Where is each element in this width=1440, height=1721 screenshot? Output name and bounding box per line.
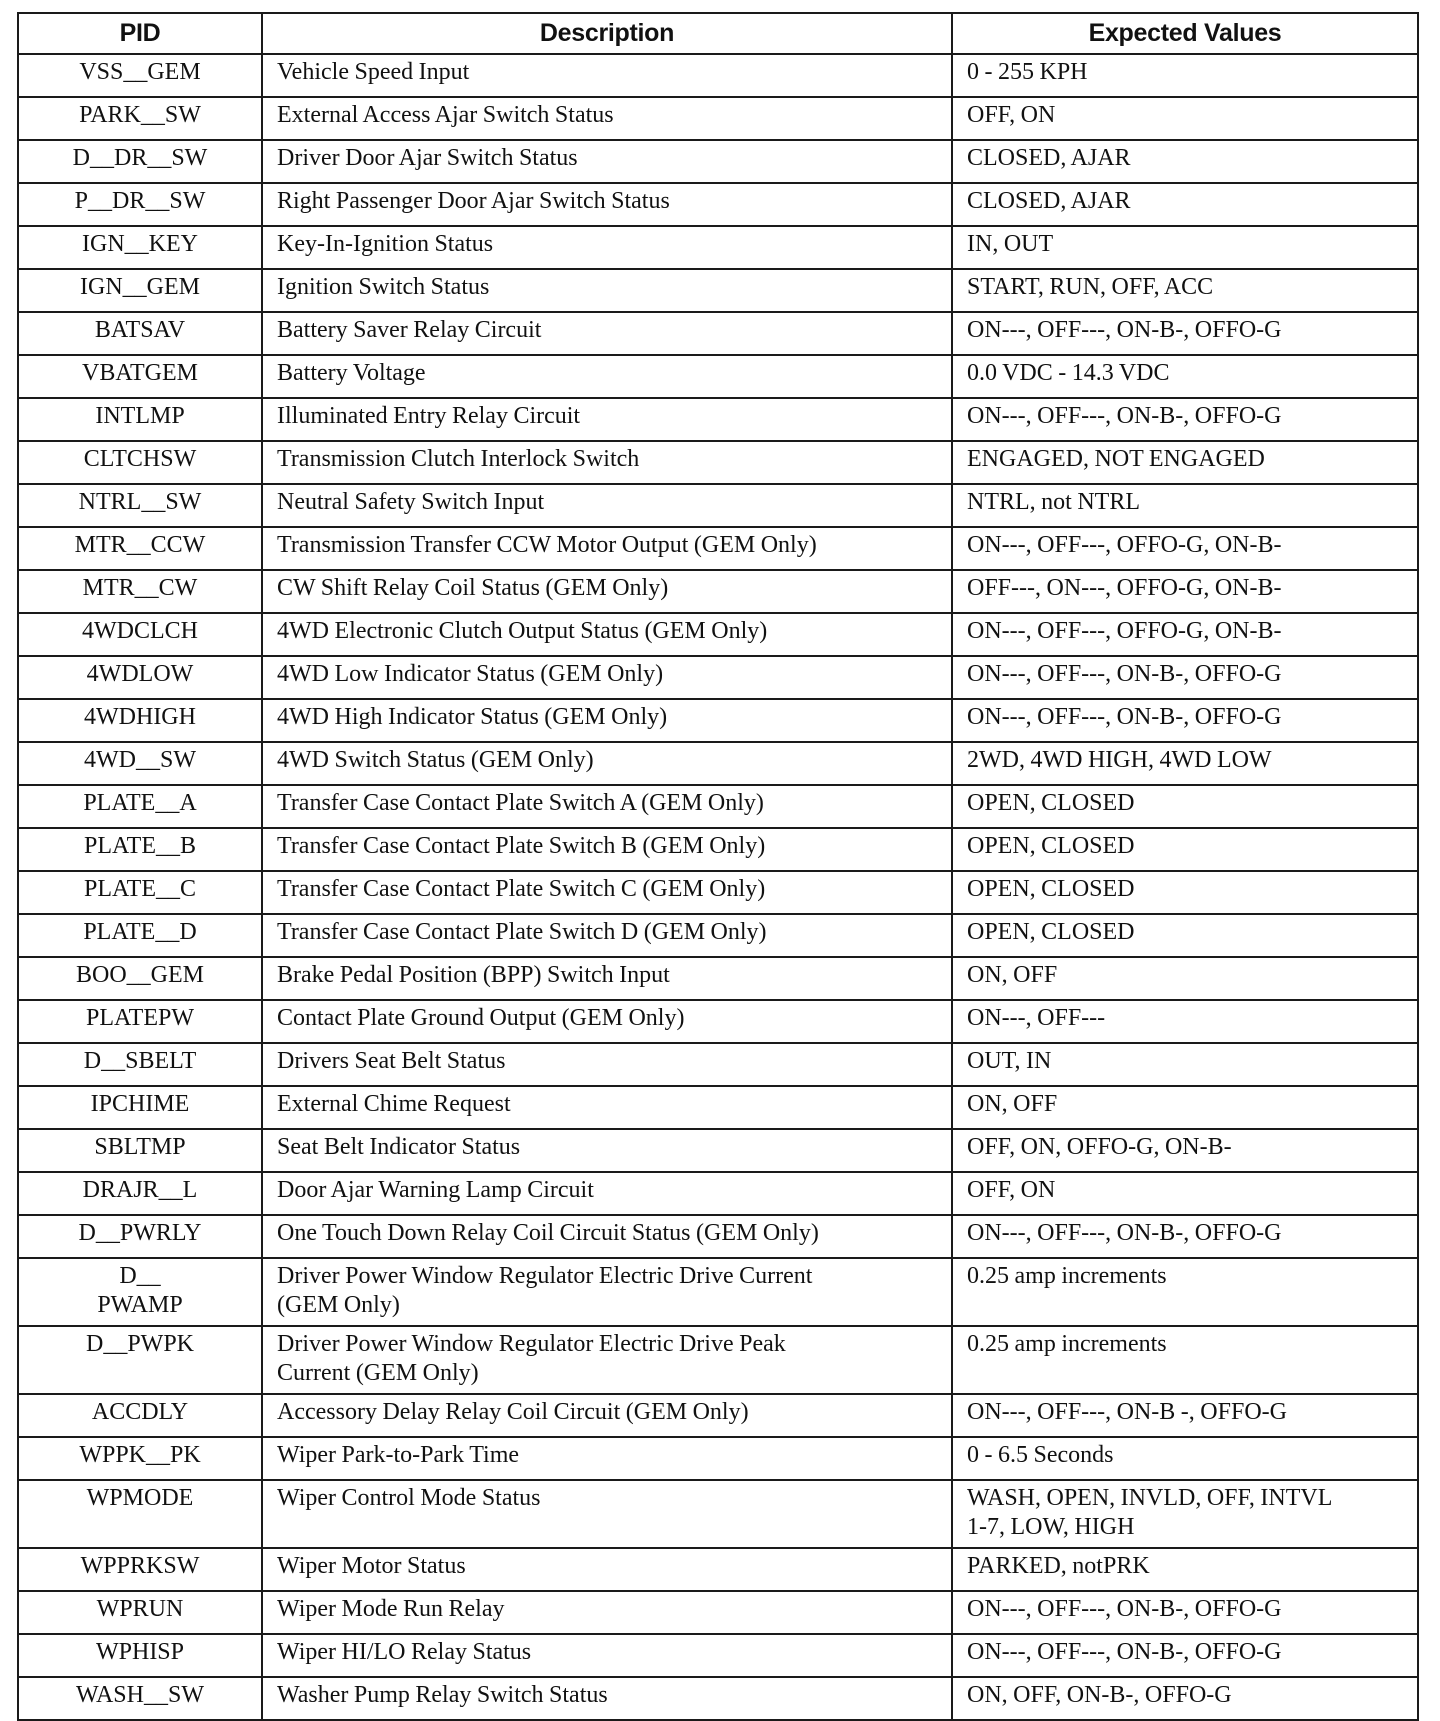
cell-expected-values: ON---, OFF---, OFFO-G, ON-B- (952, 613, 1418, 656)
cell-description: Brake Pedal Position (BPP) Switch Input (262, 957, 952, 1000)
cell-expected-values: OUT, IN (952, 1043, 1418, 1086)
cell-description: CW Shift Relay Coil Status (GEM Only) (262, 570, 952, 613)
cell-pid: PLATE__B (18, 828, 262, 871)
table-row (18, 355, 1418, 398)
cell-expected-values: OPEN, CLOSED (952, 785, 1418, 828)
cell-description: Accessory Delay Relay Coil Circuit (GEM Only) (262, 1394, 952, 1437)
cell-description: Battery Voltage (262, 355, 952, 398)
cell-expected-values: ON---, OFF---, ON-B-, OFFO-G (952, 699, 1418, 742)
cell-pid: IPCHIME (18, 1086, 262, 1129)
cell-description: One Touch Down Relay Coil Circuit Status (GEM Only) (262, 1215, 952, 1258)
cell-description: Right Passenger Door Ajar Switch Status (262, 183, 952, 226)
table-row (18, 484, 1418, 527)
cell-expected-values: IN, OUT (952, 226, 1418, 269)
table-row (18, 656, 1418, 699)
table-row (18, 1591, 1418, 1634)
cell-description: Transfer Case Contact Plate Switch B (GEM Only) (262, 828, 952, 871)
table-row (18, 1634, 1418, 1677)
cell-expected-values: WASH, OPEN, INVLD, OFF, INTVL 1-7, LOW, HIGH (952, 1480, 1418, 1548)
cell-expected-values: ON---, OFF---, ON-B -, OFFO-G (952, 1394, 1418, 1437)
cell-pid: WASH__SW (18, 1677, 262, 1720)
cell-expected-values: ON---, OFF---, ON-B-, OFFO-G (952, 312, 1418, 355)
cell-pid: IGN__KEY (18, 226, 262, 269)
cell-pid: PARK__SW (18, 97, 262, 140)
cell-description: Neutral Safety Switch Input (262, 484, 952, 527)
cell-expected-values: CLOSED, AJAR (952, 140, 1418, 183)
cell-pid: D__DR__SW (18, 140, 262, 183)
cell-pid: NTRL__SW (18, 484, 262, 527)
table-row (18, 54, 1418, 97)
cell-expected-values: ON---, OFF---, ON-B-, OFFO-G (952, 1634, 1418, 1677)
cell-expected-values: OFF, ON (952, 97, 1418, 140)
cell-pid: CLTCHSW (18, 441, 262, 484)
cell-description: 4WD Electronic Clutch Output Status (GEM Only) (262, 613, 952, 656)
cell-expected-values: ON---, OFF---, ON-B-, OFFO-G (952, 1215, 1418, 1258)
table-row (18, 957, 1418, 1000)
cell-expected-values: OPEN, CLOSED (952, 914, 1418, 957)
cell-expected-values: 0 - 6.5 Seconds (952, 1437, 1418, 1480)
table-row (18, 183, 1418, 226)
header-expected-values: Expected Values (952, 13, 1418, 54)
cell-pid: 4WD__SW (18, 742, 262, 785)
cell-pid: SBLTMP (18, 1129, 262, 1172)
cell-description: Wiper Control Mode Status (262, 1480, 952, 1548)
cell-description: Washer Pump Relay Switch Status (262, 1677, 952, 1720)
document-page (17, 12, 1417, 1721)
header-description: Description (262, 13, 952, 54)
table-row (18, 1480, 1418, 1548)
cell-description: Wiper Motor Status (262, 1548, 952, 1591)
table-row (18, 570, 1418, 613)
table-row (18, 527, 1418, 570)
cell-pid: D__PWPK (18, 1326, 262, 1394)
cell-expected-values: ON---, OFF---, OFFO-G, ON-B- (952, 527, 1418, 570)
table-row (18, 312, 1418, 355)
cell-description: Battery Saver Relay Circuit (262, 312, 952, 355)
cell-expected-values: ON---, OFF---, ON-B-, OFFO-G (952, 1591, 1418, 1634)
cell-expected-values: ON---, OFF--- (952, 1000, 1418, 1043)
pid-table (17, 12, 1419, 1721)
table-row (18, 97, 1418, 140)
cell-pid: D__ PWAMP (18, 1258, 262, 1326)
cell-expected-values: CLOSED, AJAR (952, 183, 1418, 226)
table-row (18, 613, 1418, 656)
cell-description: Transmission Transfer CCW Motor Output (GEM Only) (262, 527, 952, 570)
cell-pid: WPPRKSW (18, 1548, 262, 1591)
table-row (18, 1129, 1418, 1172)
table-row (18, 828, 1418, 871)
cell-description: Transfer Case Contact Plate Switch A (GEM Only) (262, 785, 952, 828)
cell-description: Transfer Case Contact Plate Switch C (GEM Only) (262, 871, 952, 914)
cell-expected-values: ON, OFF (952, 1086, 1418, 1129)
cell-pid: 4WDCLCH (18, 613, 262, 656)
cell-pid: D__PWRLY (18, 1215, 262, 1258)
table-row (18, 742, 1418, 785)
cell-expected-values: ON---, OFF---, ON-B-, OFFO-G (952, 398, 1418, 441)
table-row (18, 871, 1418, 914)
cell-expected-values: OPEN, CLOSED (952, 871, 1418, 914)
cell-expected-values: OFF, ON, OFFO-G, ON-B- (952, 1129, 1418, 1172)
cell-description: Driver Power Window Regulator Electric Drive Peak Current (GEM Only) (262, 1326, 952, 1394)
cell-description: Door Ajar Warning Lamp Circuit (262, 1172, 952, 1215)
cell-expected-values: 2WD, 4WD HIGH, 4WD LOW (952, 742, 1418, 785)
table-row (18, 1258, 1418, 1326)
cell-pid: ACCDLY (18, 1394, 262, 1437)
cell-description: Transmission Clutch Interlock Switch (262, 441, 952, 484)
cell-expected-values: PARKED, notPRK (952, 1548, 1418, 1591)
cell-pid: PLATE__D (18, 914, 262, 957)
cell-expected-values: 0 - 255 KPH (952, 54, 1418, 97)
table-row (18, 269, 1418, 312)
cell-pid: INTLMP (18, 398, 262, 441)
table-row (18, 140, 1418, 183)
cell-expected-values: ON---, OFF---, ON-B-, OFFO-G (952, 656, 1418, 699)
cell-pid: IGN__GEM (18, 269, 262, 312)
cell-expected-values: 0.25 amp increments (952, 1326, 1418, 1394)
cell-pid: MTR__CW (18, 570, 262, 613)
cell-pid: D__SBELT (18, 1043, 262, 1086)
cell-expected-values: 0.25 amp increments (952, 1258, 1418, 1326)
table-row (18, 914, 1418, 957)
cell-pid: BOO__GEM (18, 957, 262, 1000)
cell-pid: VBATGEM (18, 355, 262, 398)
table-row (18, 1326, 1418, 1394)
cell-description: Illuminated Entry Relay Circuit (262, 398, 952, 441)
table-row (18, 226, 1418, 269)
table-row (18, 1677, 1418, 1720)
cell-description: Transfer Case Contact Plate Switch D (GEM Only) (262, 914, 952, 957)
cell-description: 4WD Low Indicator Status (GEM Only) (262, 656, 952, 699)
header-pid: PID (18, 13, 262, 54)
cell-pid: PLATEPW (18, 1000, 262, 1043)
cell-description: Ignition Switch Status (262, 269, 952, 312)
cell-description: Key-In-Ignition Status (262, 226, 952, 269)
cell-description: Wiper Mode Run Relay (262, 1591, 952, 1634)
cell-expected-values: START, RUN, OFF, ACC (952, 269, 1418, 312)
cell-expected-values: OFF, ON (952, 1172, 1418, 1215)
cell-pid: WPRUN (18, 1591, 262, 1634)
table-row (18, 785, 1418, 828)
table-row (18, 1437, 1418, 1480)
cell-description: External Chime Request (262, 1086, 952, 1129)
cell-pid: PLATE__A (18, 785, 262, 828)
table-row (18, 699, 1418, 742)
cell-pid: DRAJR__L (18, 1172, 262, 1215)
table-body (18, 54, 1418, 1720)
cell-description: Driver Power Window Regulator Electric Drive Current (GEM Only) (262, 1258, 952, 1326)
cell-description: External Access Ajar Switch Status (262, 97, 952, 140)
cell-expected-values: OPEN, CLOSED (952, 828, 1418, 871)
cell-description: Seat Belt Indicator Status (262, 1129, 952, 1172)
cell-pid: PLATE__C (18, 871, 262, 914)
cell-description: Vehicle Speed Input (262, 54, 952, 97)
cell-pid: WPHISP (18, 1634, 262, 1677)
table-row (18, 1172, 1418, 1215)
cell-pid: P__DR__SW (18, 183, 262, 226)
table-row (18, 1043, 1418, 1086)
cell-description: 4WD High Indicator Status (GEM Only) (262, 699, 952, 742)
cell-expected-values: OFF---, ON---, OFFO-G, ON-B- (952, 570, 1418, 613)
table-row (18, 1000, 1418, 1043)
cell-description: 4WD Switch Status (GEM Only) (262, 742, 952, 785)
cell-expected-values: ON, OFF, ON-B-, OFFO-G (952, 1677, 1418, 1720)
cell-pid: MTR__CCW (18, 527, 262, 570)
cell-description: Contact Plate Ground Output (GEM Only) (262, 1000, 952, 1043)
table-row (18, 441, 1418, 484)
cell-pid: VSS__GEM (18, 54, 262, 97)
cell-expected-values: ON, OFF (952, 957, 1418, 1000)
cell-expected-values: 0.0 VDC - 14.3 VDC (952, 355, 1418, 398)
cell-description: Wiper Park-to-Park Time (262, 1437, 952, 1480)
table-header-row (18, 13, 1418, 54)
cell-pid: 4WDLOW (18, 656, 262, 699)
cell-description: Drivers Seat Belt Status (262, 1043, 952, 1086)
cell-expected-values: NTRL, not NTRL (952, 484, 1418, 527)
cell-pid: BATSAV (18, 312, 262, 355)
table-row (18, 1394, 1418, 1437)
table-row (18, 1548, 1418, 1591)
cell-expected-values: ENGAGED, NOT ENGAGED (952, 441, 1418, 484)
cell-pid: 4WDHIGH (18, 699, 262, 742)
table-row (18, 1215, 1418, 1258)
table-row (18, 1086, 1418, 1129)
cell-pid: WPPK__PK (18, 1437, 262, 1480)
table-row (18, 398, 1418, 441)
cell-description: Wiper HI/LO Relay Status (262, 1634, 952, 1677)
cell-description: Driver Door Ajar Switch Status (262, 140, 952, 183)
cell-pid: WPMODE (18, 1480, 262, 1548)
